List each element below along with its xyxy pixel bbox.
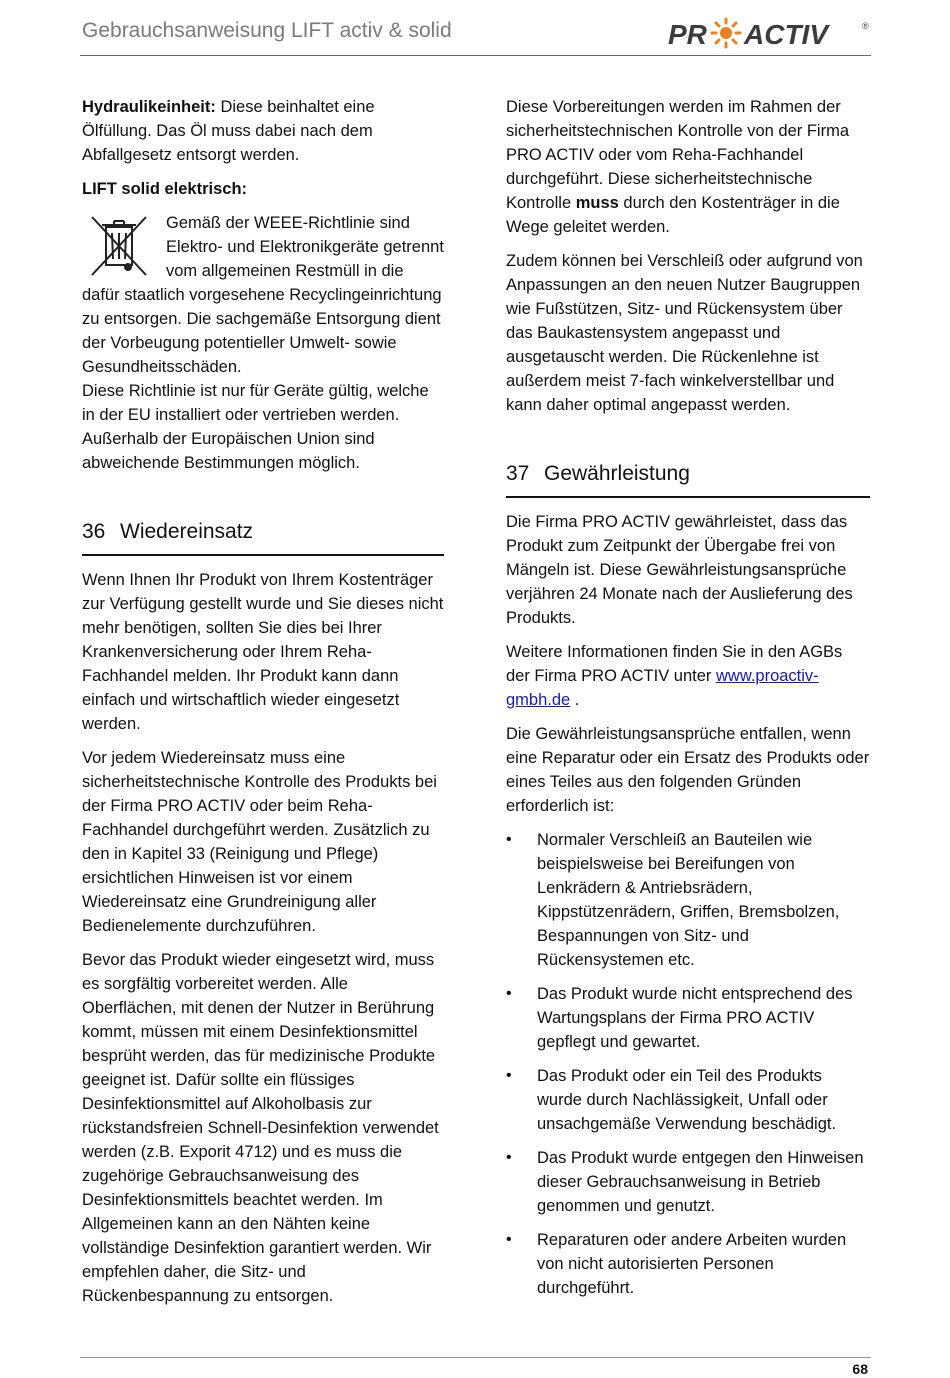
section-37-title: Gewährleistung [544,462,690,485]
logo-sun-icon [712,19,740,47]
s37-paragraph-2 [506,640,870,712]
weee-text: Gemäß der WEEE-Richtlinie sind Elektro- und Elektronikgeräte getrennt vom allgemeinen Restmüll in die dafür staatlich vorgesehene Recyclingeinrichtung zu entsorgen. Die sachgemäße Entsorgung dient der Vorbeugung potentieller Umwelt- sowie Gesundheitsschäden. [82,214,444,376]
proactiv-website-link[interactable]: www.proactiv-gmbh.de [506,667,819,709]
list-item: • Normaler Verschleiß an Bauteilen wie beispielsweise bei Bereifungen von Lenkrädern & Antriebsrädern, Kippstützenrädern, Griffen, Bremsbolzen, Bespannungen von Sitz- und Rückensystemen etc. [506,828,870,972]
footer-divider [80,1357,871,1358]
right-column [506,95,870,1310]
page-number: 68 [852,1361,868,1377]
logo-graphic [668,17,870,49]
logo-registered-mark: ® [862,21,869,31]
list-item: • Das Produkt oder ein Teil des Produkts wurde durch Nachlässigkeit, Unfall oder unsachgemäße Verwendung beschädigt. [506,1064,870,1136]
section-36-number: 36 [82,520,106,543]
logo-text-right: ACTIV [744,19,828,49]
list-item: • Das Produkt wurde entgegen den Hinweisen dieser Gebrauchsanweisung in Betrieb genommen und genutzt. [506,1146,870,1218]
hydraulik-text: Diese beinhaltet eine Ölfüllung. Das Öl muss dabei nach dem Abfallgesetz entsorgt werden. [82,98,375,164]
preparation-text-b: durch den Kostenträger in die Wege geleitet werden. [506,194,840,236]
crossed-out-wheelie-bin-icon [86,213,152,277]
section-37-heading [506,461,870,498]
s36-paragraph-3: Bevor das Produkt wieder eingesetzt wird, muss es sorgfältig vorbereitet werden. Alle Oberflächen, mit denen der Nutzer in Berührung kommt, müssen mit einem Desinfektionsmittel besprüht werden, das für medizinische Produkte geeignet ist. Dafür sollte ein flüssiges Desinfektionsmittel auf Alkoholbasis zur rückstandsfreien Schnell-Desinfektion verwendet werden (z.B. Exporit 4712) und es muss die zugehörige Gebrauchsanweisung des Desinfektionsmittels beachtet werden. Im Allgemeinen kann an den Nähten keine vollständige Desinfektion garantiert werden. Wir empfehlen daher, die Sitz- und Rückenbespannung zu entsorgen. [82,951,439,1305]
list-item: • Das Produkt wurde nicht entsprechend des Wartungsplans der Firma PRO ACTIV gepflegt und gewartet. [506,982,870,1054]
weee-block [82,211,444,475]
preparation-bold-muss: muss [575,194,619,212]
logo-text-left: PR [668,19,707,49]
preparation-paragraph [506,95,870,239]
lift-solid-heading-text: LIFT solid elektrisch: [82,180,248,198]
section-36-title: Wiedereinsatz [120,520,254,543]
hydraulik-label: Hydraulikeinheit: [82,98,216,116]
left-column [82,95,444,1318]
s36-paragraph-1: Wenn Ihnen Ihr Produkt von Ihrem Kostenträger zur Verfügung gestellt wurde und Sie dieses nicht mehr benötigen, sollten Sie dies bei Ihrer Krankenversicherung oder Ihrem Reha-Fachhandel melden. Ihr Produkt kann dann einfach und wirtschaftlich wieder eingesetzt werden. [82,571,444,733]
section-37-number: 37 [506,462,530,485]
proactiv-logo [668,17,870,49]
s36-paragraph-2: Vor jedem Wiedereinsatz muss eine sicherheitstechnische Kontrolle des Produkts bei der Firma PRO ACTIV oder beim Reha-Fachhandel durchgeführt werden. Zusätzlich zu den in Kapitel 33 (Reinigung und Pflege) ersichtlichen Hinweisen ist vor einem Wiedereinsatz eine Grundreinigung aller Bedienelemente durchzuführen. [82,749,437,935]
document-title: Gebrauchsanweisung LIFT activ & solid [82,19,452,42]
warranty-exclusion-list [506,828,870,1300]
s37-paragraph-2-text: Weitere Informationen finden Sie in den AGBs der Firma PRO ACTIV unter [506,643,843,685]
hydraulik-paragraph [82,95,444,167]
lift-solid-heading [82,177,444,201]
list-item: • Reparaturen oder andere Arbeiten wurden von nicht autorisierten Personen durchgeführt. [506,1228,870,1300]
section-36-heading [82,519,444,556]
preparation-text-a: Diese Vorbereitungen werden im Rahmen der sicherheitstechnischen Kontrolle von der Firma PRO ACTIV oder vom Reha-Fachhandel durchgeführt. Diese sicherheitstechnische Kontrolle [506,98,849,212]
weee-text-eu: Diese Richtlinie ist nur für Geräte gültig, welche in der EU installiert oder vertrieben werden. Außerhalb der Europäischen Union sind abweichende Bestimmungen möglich. [82,382,429,472]
adaptation-paragraph: Zudem können bei Verschleiß oder aufgrund von Anpassungen an den neuen Nutzer Baugruppen wie Fußstützen, Sitz- und Rückensystem über das Baukastensystem angepasst und ausgetauscht werden. Die Rückenlehne ist außerdem meist 7-fach winkelverstellbar und kann daher optimal angepasst werden. [506,252,863,414]
s37-paragraph-1: Die Firma PRO ACTIV gewährleistet, dass das Produkt zum Zeitpunkt der Übergabe frei von Mängeln ist. Diese Gewährleistungsansprüche verjähren 24 Monate nach der Auslieferung des Produkts. [506,513,853,627]
header-divider [80,55,871,56]
s37-paragraph-3: Die Gewährleistungsansprüche entfallen, wenn eine Reparatur oder ein Ersatz des Produkts oder eines Teiles aus den folgenden Gründen erforderlich ist: [506,725,870,815]
s37-paragraph-2-end: . [570,691,580,709]
